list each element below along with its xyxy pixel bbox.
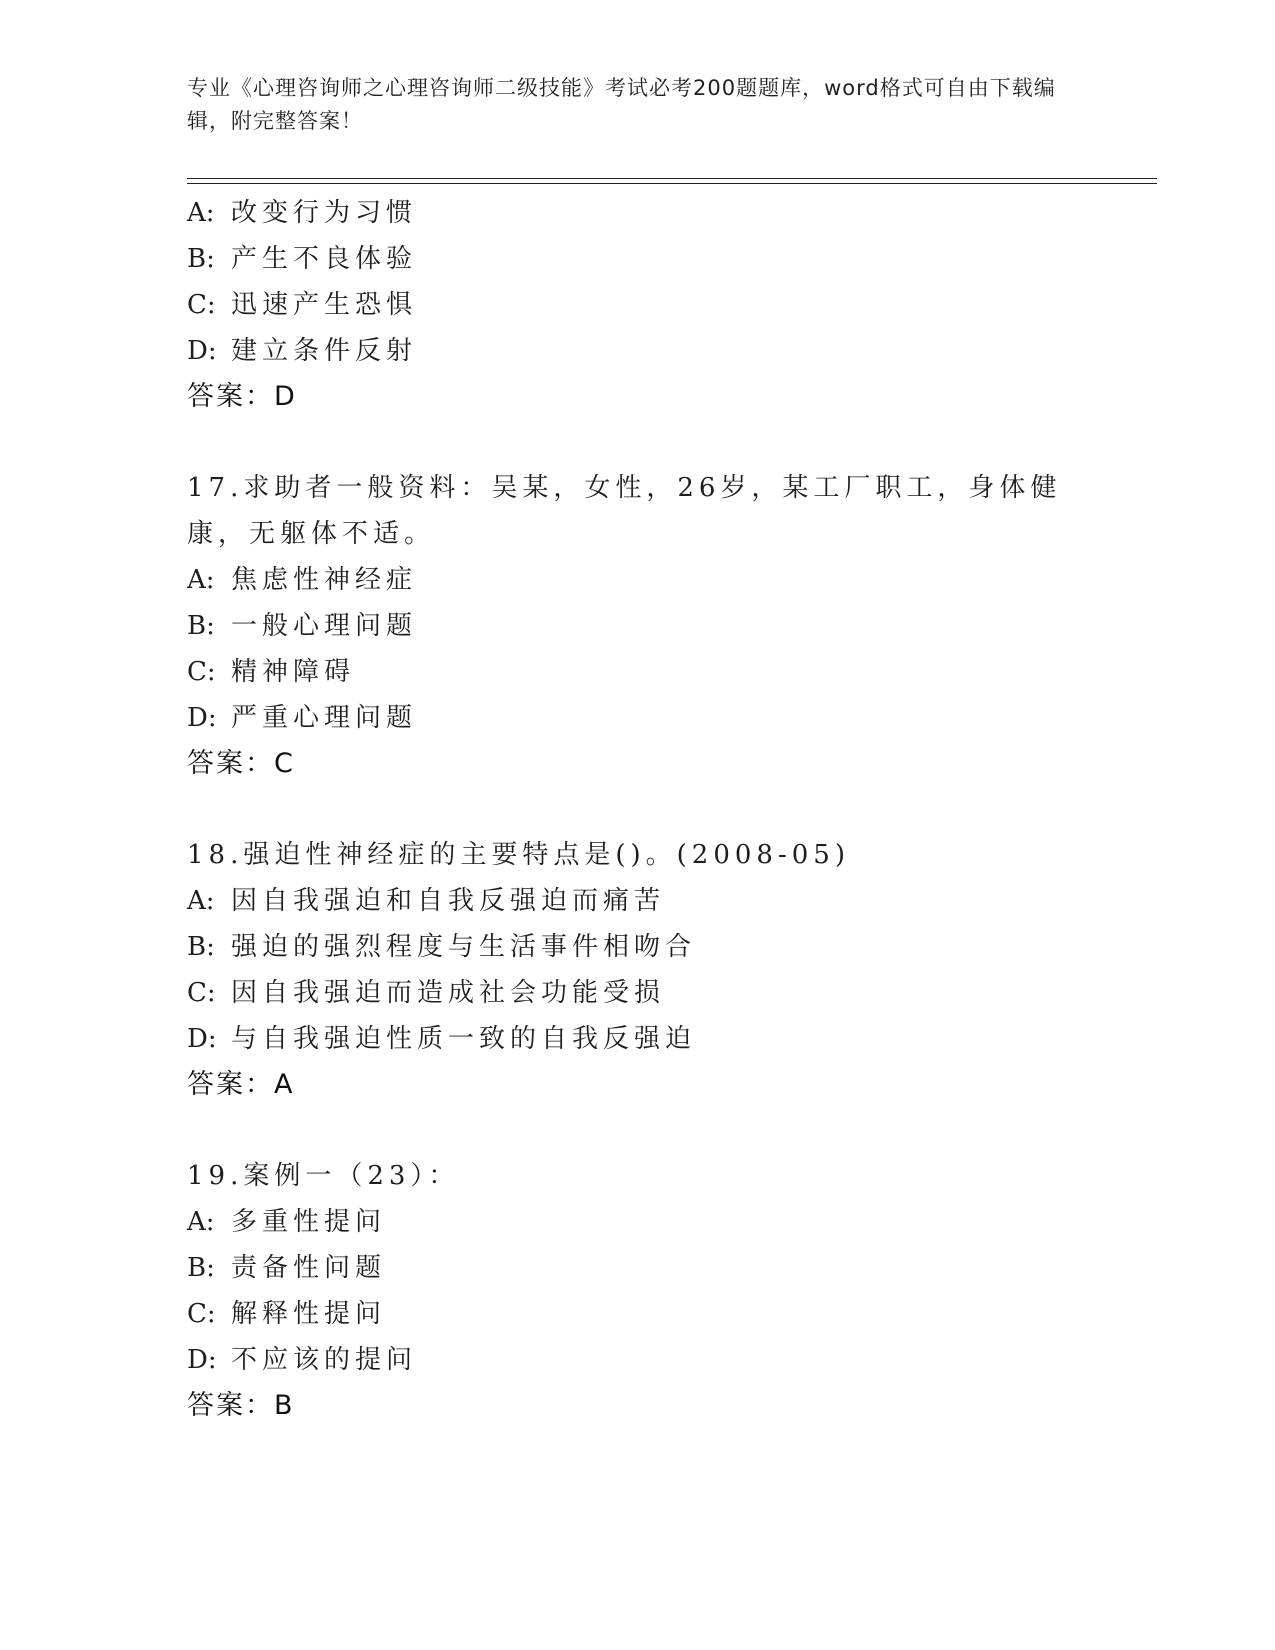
option-d (187, 695, 1137, 741)
option-c (187, 970, 1137, 1016)
document-header: 专业《心理咨询师之心理咨询师二级技能》考试必考200题题库，word格式可自由下载编辑，附完整答案！ (187, 76, 1056, 133)
option-c (187, 282, 1137, 328)
option-d (187, 1337, 1137, 1383)
answer-line: 答案：B (187, 1390, 295, 1421)
question-text: 19.案例一（23）： (187, 1161, 460, 1191)
option-key: C: (187, 657, 216, 687)
option-text: 一般心理问题 (231, 611, 418, 641)
option-c (187, 1291, 1137, 1337)
option-text: 严重心理问题 (231, 703, 418, 733)
option-key: B: (187, 244, 215, 274)
option-text: 多重性提问 (231, 1207, 387, 1237)
option-d (187, 1016, 1137, 1062)
option-key: C: (187, 1299, 216, 1329)
option-b (187, 924, 1137, 970)
option-text: 解释性提问 (231, 1299, 387, 1329)
answer-line: 答案：A (187, 1069, 295, 1100)
answer-line: 答案：C (187, 748, 295, 779)
option-key: A: (187, 565, 215, 595)
option-key: B: (187, 1253, 215, 1283)
option-d (187, 328, 1137, 374)
answer-line: 答案：D (187, 381, 297, 412)
option-a (187, 878, 1137, 924)
option-text: 产生不良体验 (231, 244, 418, 274)
option-key: A: (187, 198, 215, 228)
option-text: 改变行为习惯 (231, 198, 418, 228)
option-text: 建立条件反射 (231, 336, 418, 366)
option-text: 因自我强迫而造成社会功能受损 (231, 978, 666, 1008)
option-b (187, 603, 1137, 649)
option-c (187, 649, 1137, 695)
option-key: B: (187, 932, 215, 962)
option-key: D: (187, 1024, 217, 1054)
question-list (187, 190, 1137, 1429)
option-a (187, 190, 1137, 236)
spacer (187, 787, 1137, 832)
option-text: 因自我强迫和自我反强迫而痛苦 (231, 886, 666, 916)
option-text: 迅速产生恐惧 (231, 290, 418, 320)
question-17-block (187, 465, 1137, 787)
option-b (187, 236, 1137, 282)
spacer (187, 420, 1137, 465)
header-divider-top (187, 178, 1157, 179)
option-key: D: (187, 336, 217, 366)
question-19-block (187, 1153, 1137, 1429)
option-text: 不应该的提问 (231, 1345, 418, 1375)
option-key: A: (187, 1207, 215, 1237)
option-text: 责备性问题 (231, 1253, 387, 1283)
question-text: 18.强迫性神经症的主要特点是()。(2008-05) (187, 840, 850, 870)
option-key: A: (187, 886, 215, 916)
option-key: C: (187, 290, 216, 320)
question-18-block (187, 832, 1137, 1108)
option-text: 强迫的强烈程度与生活事件相吻合 (231, 932, 697, 962)
option-key: D: (187, 1345, 217, 1375)
question-text: 17.求助者一般资料：吴某，女性，26岁，某工厂职工，身体健康，无躯体不适。 (187, 473, 1062, 549)
option-b (187, 1245, 1137, 1291)
option-key: B: (187, 611, 215, 641)
option-text: 焦虑性神经症 (231, 565, 418, 595)
question-16-block (187, 190, 1137, 420)
header-divider-bottom (187, 183, 1157, 184)
option-key: D: (187, 703, 217, 733)
spacer (187, 1108, 1137, 1153)
option-text: 与自我强迫性质一致的自我反强迫 (231, 1024, 697, 1054)
option-text: 精神障碍 (231, 657, 356, 687)
option-a (187, 1199, 1137, 1245)
option-a (187, 557, 1137, 603)
option-key: C: (187, 978, 216, 1008)
